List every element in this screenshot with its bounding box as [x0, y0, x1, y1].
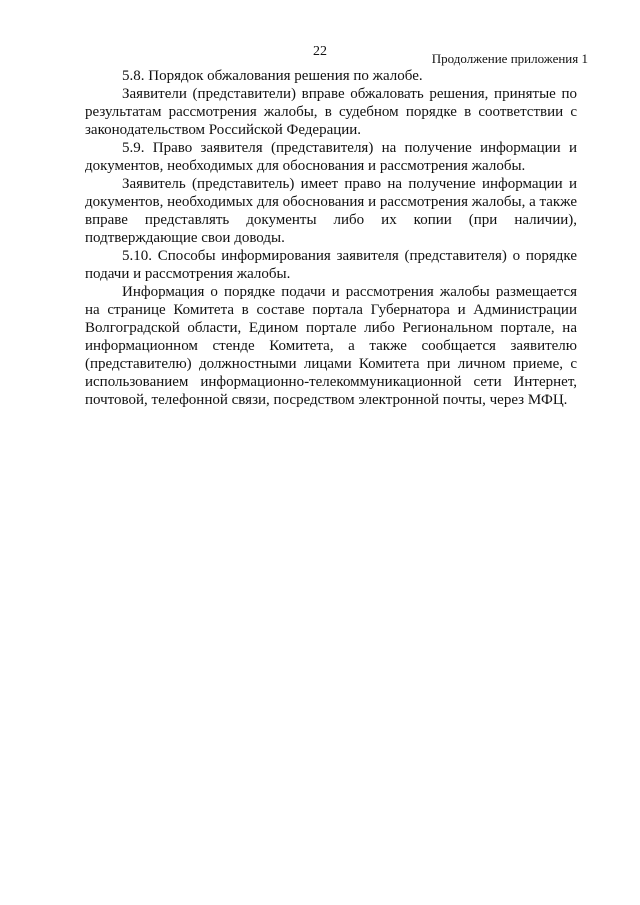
- section-5-8-text: Заявители (представители) вправе обжаловать решения, принятые по результатам рассмотрения жалобы, в судебном порядке в соответствии с законодательством Российской Федерации.: [85, 86, 577, 138]
- section-5-10-text: Информация о порядке подачи и рассмотрения жалобы размещается на странице Комитета в составе портала Губернатора и Администрации Волгоградской области, Едином портале либо Региональном портале, на информационном стенде Комитета, а также сообщается заявителю (представителю) должностными лицами Комитета при личном приеме, с использованием информационно-телекоммуникационной сети Интернет, почтовой, телефонной связи, посредством электронной почты, через МФЦ.: [85, 284, 577, 408]
- running-header: Продолжение приложения 1: [431, 51, 588, 66]
- section-5-10-heading: 5.10. Способы информирования заявителя (представителя) о порядке подачи и рассмотрения жалобы.: [85, 248, 577, 282]
- section-5-8-heading: 5.8. Порядок обжалования решения по жалобе.: [122, 68, 423, 84]
- document-body: [85, 67, 577, 409]
- section-5-9-text: Заявитель (представитель) имеет право на получение информации и документов, необходимых для обоснования и рассмотрения жалобы, а также вправе представлять документы либо их копии (при наличии), подтверждающие свои доводы.: [85, 176, 577, 246]
- page-number: 22: [313, 44, 327, 59]
- section-5-9-heading: 5.9. Право заявителя (представителя) на получение информации и документов, необходимых для обоснования и рассмотрения жалобы.: [85, 140, 577, 174]
